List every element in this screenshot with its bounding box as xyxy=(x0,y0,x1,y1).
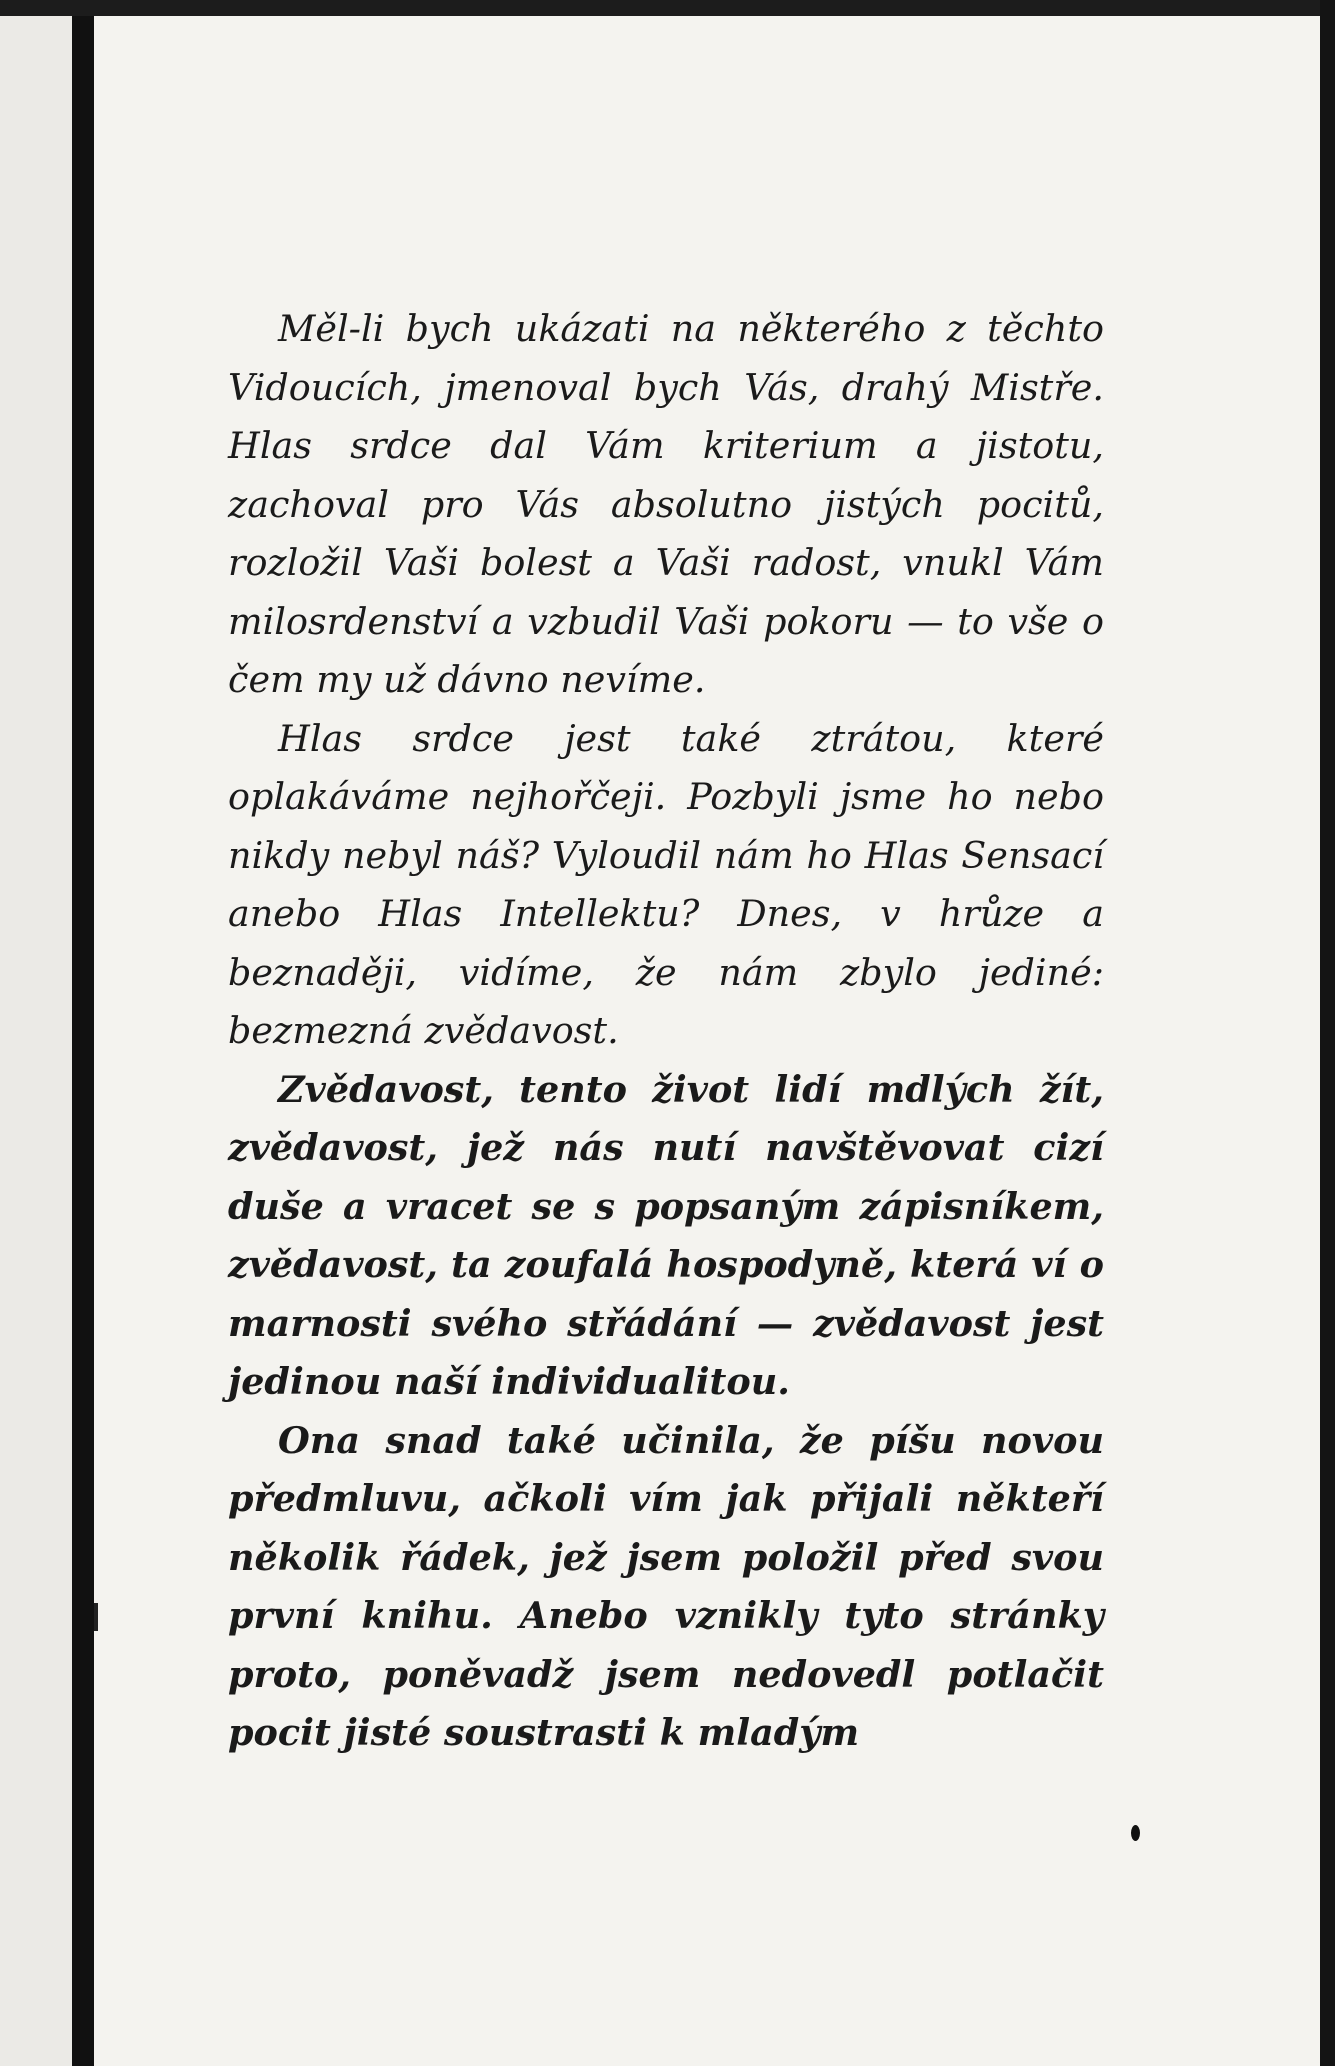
page-text xyxy=(228,300,1104,1763)
scan-mark xyxy=(94,1603,98,1631)
ink-dot xyxy=(1131,1825,1140,1841)
paragraph-3: Zvědavost, tento život lidí mdlých žít, zvědavost, jež nás nutí navštěvovat cizí duše a vracet se s popsaným zápisníkem, zvědavost, ta zoufalá hospodyně, která ví o marnosti svého střádání — zvědavost jest jedinou naší individualitou. xyxy=(228,1067,1104,1403)
scan-top-edge xyxy=(0,0,1335,16)
paragraph-4: Ona snad také učinila, že píšu novou předmluvu, ačkoli vím jak přijali někteří několik řádek, jež jsem položil před svou první knihu. Anebo vznikly tyto stránky proto, poněvadž jsem nedovedl potlačit pocit jisté soustrasti k mladým xyxy=(228,1418,1104,1754)
paragraph-1: Měl-li bych ukázati na některého z těchto Vidoucích, jmenoval bych Vás, drahý Mistře. Hlas srdce dal Vám kriterium a jistotu, zachoval pro Vás absolutno jistých pocitů, rozložil Vaši bolest a Vaši radost, vnukl Vám milosrdenství a vzbudil Vaši pokoru — to vše o čem my už dávno nevíme. xyxy=(228,307,1104,701)
paragraph-2: Hlas srdce jest také ztrátou, které oplakáváme nejhořčeji. Pozbyli jsme ho nebo nikdy nebyl náš? Vyloudil nám ho Hlas Sensací anebo Hlas Intellektu? Dnes, v hrůze a beznaději, vidíme, že nám zbylo jediné: bezmezná zvědavost. xyxy=(228,716,1104,1052)
scan-right-edge xyxy=(1320,0,1335,2066)
scan-left-margin xyxy=(0,0,72,2066)
scan-binding-edge xyxy=(72,0,94,2066)
